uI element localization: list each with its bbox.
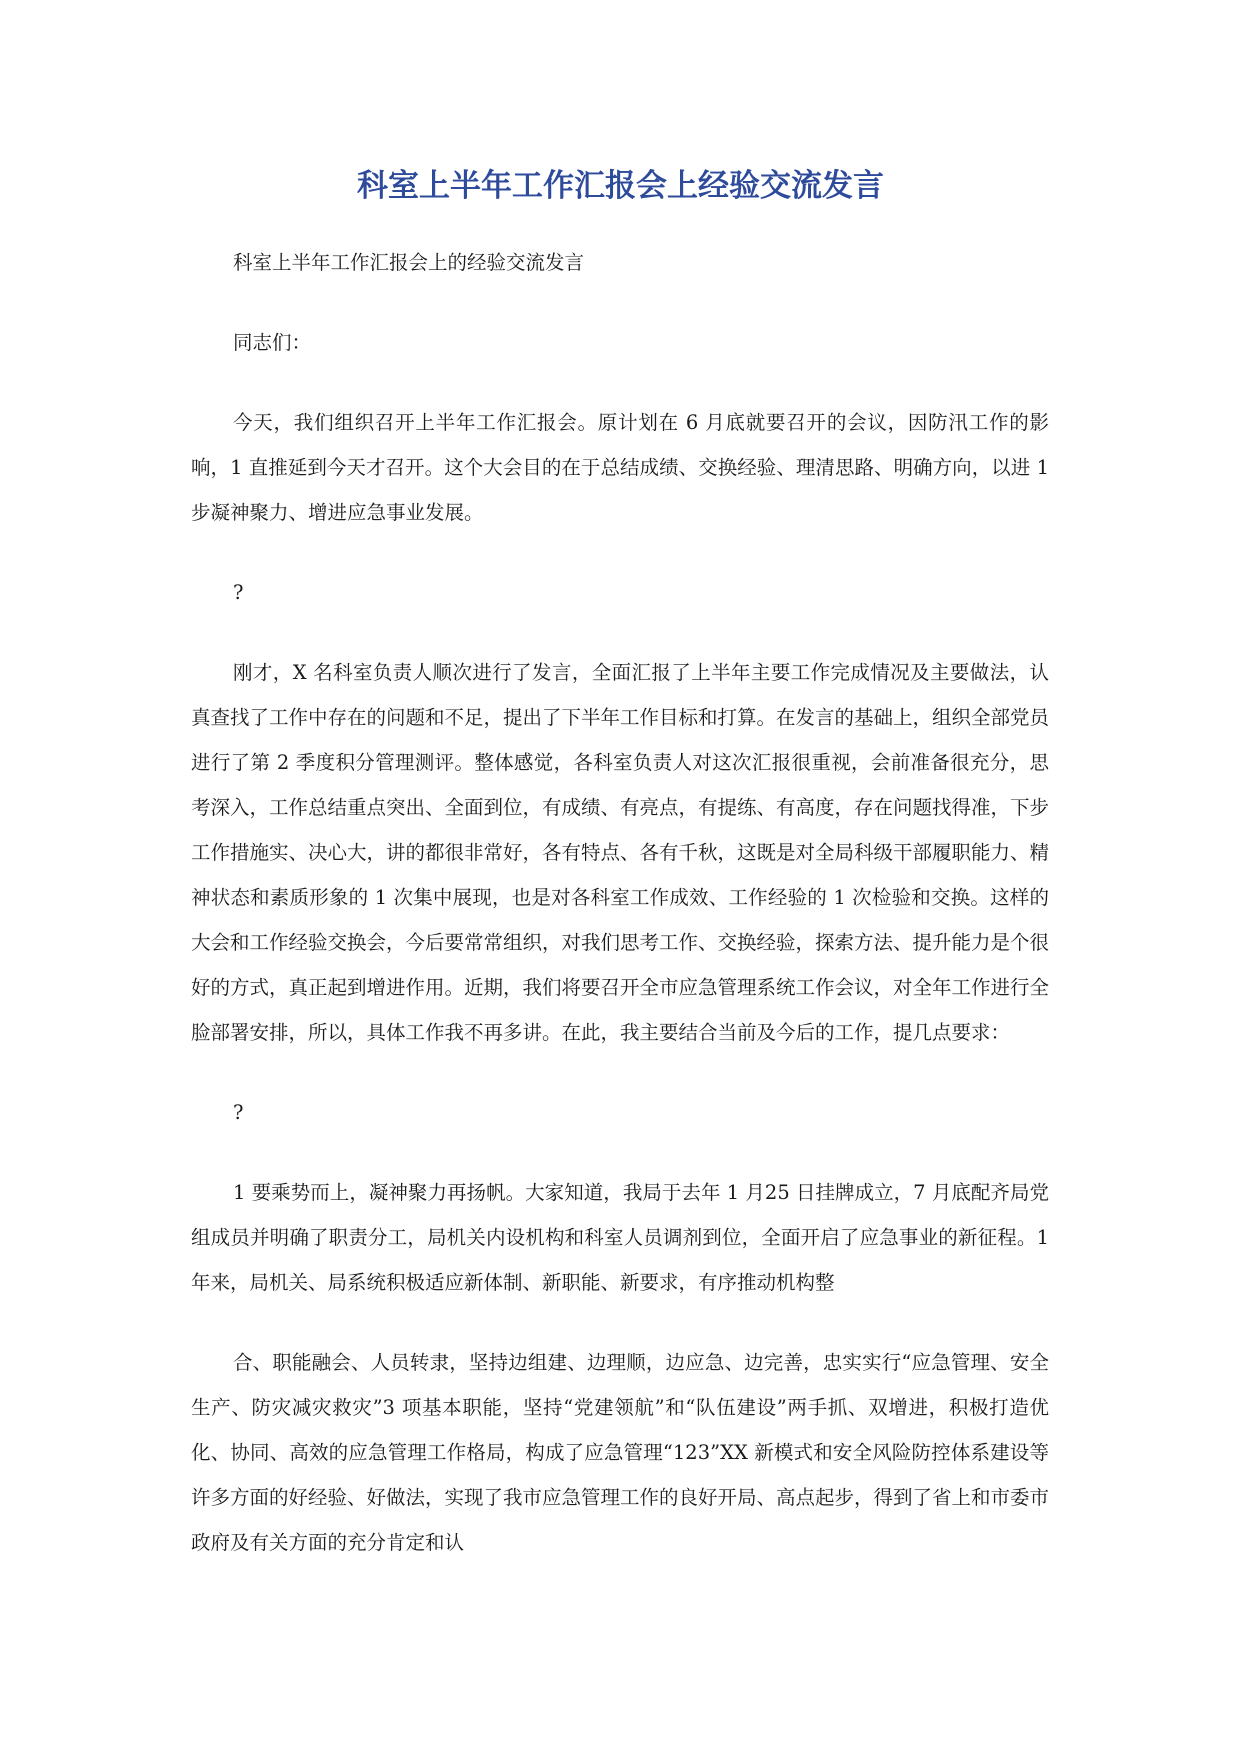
body-paragraph: 合、职能融会、人员转隶，坚持边组建、边理顺，边应急、边完善，忠实实行“应急管理、安全生产、防灾减灾救灾”3 项基本职能，坚持“党建领航”和“队伍建设”两手抓、双增进，积极打造优化、协同、高效的应急管理工作格局，构成了应急管理“123”XX 新模式和安全风险防控体系建设等许多方面的好经验、好做法，实现了我市应急管理工作的良好开局、高点起步，得到了省上和市委市政府及有关方面的充分肯定和认 bbox=[191, 1351, 1050, 1554]
placeholder-paragraph: ? bbox=[233, 1101, 244, 1124]
salutation-paragraph: 同志们： bbox=[233, 331, 312, 354]
body-paragraph: 刚才，X 名科室负责人顺次进行了发言，全面汇报了上半年主要工作完成情况及主要做法，认真查找了工作中存在的问题和不足，提出了下半年工作目标和打算。在发言的基础上，组织全部党员进行了第 2 季度积分管理测评。整体感觉，各科室负责人对这次汇报很重视，会前准备很充分，思考深入，工作总结重点突出、全面到位，有成绩、有亮点，有提练、有高度，存在问题找得准，下步工作措施实、决心大，讲的都很非常好，各有特点、各有千秋，这既是对全局科级干部履职能力、精神状态和素质形象的 1 次集中展现，也是对各科室工作成效、工作经验的 1 次检验和交换。这样的大会和工作经验交换会，今后要常常组织，对我们思考工作、交换经验，探索方法、提升能力是个很好的方式，真正起到增进作用。近期，我们将要召开全市应急管理系统工作会议，对全年工作进行全脸部署安排，所以，具体工作我不再多讲。在此，我主要结合当前及今后的工作，提几点要求： bbox=[191, 661, 1050, 1044]
body-paragraph: 1 要乘势而上，凝神聚力再扬帆。大家知道，我局于去年 1 月25 日挂牌成立，7 月底配齐局党组成员并明确了职责分工，局机关内设机构和科室人员调剂到位，全面开启了应急事业的新征程。1 年来，局机关、局系统积极适应新体制、新职能、新要求，有序推动机构整 bbox=[191, 1181, 1049, 1294]
document-body bbox=[191, 240, 1049, 1565]
placeholder-paragraph: ? bbox=[233, 581, 244, 604]
document-title: 科室上半年工作汇报会上经验交流发言 bbox=[357, 168, 884, 204]
body-paragraph: 今天，我们组织召开上半年工作汇报会。原计划在 6 月底就要召开的会议，因防汛工作的影响，1 直推延到今天才召开。这个大会目的在于总结成绩、交换经验、理清思路、明确方向，以进 1 步凝神聚力、增进应急事业发展。 bbox=[191, 411, 1049, 524]
subtitle-paragraph: 科室上半年工作汇报会上的经验交流发言 bbox=[233, 251, 585, 274]
